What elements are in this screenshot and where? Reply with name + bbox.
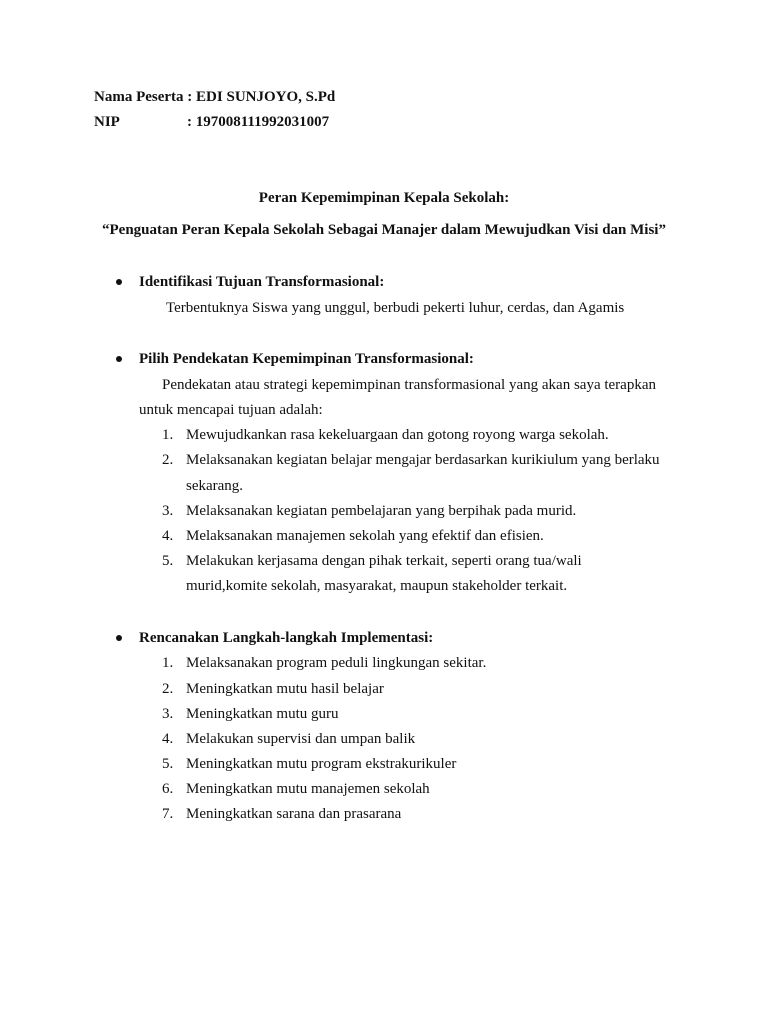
name-value: EDI SUNJOYO, S.Pd [196, 89, 336, 105]
list-item: Melakukan supervisi dan umpan balik [186, 731, 416, 747]
section-approach-intro-2: untuk mencapai tujuan adalah: [139, 402, 323, 418]
name-label: Nama Peserta [94, 89, 184, 105]
list-number: 4. [162, 528, 174, 544]
list-number: 5. [162, 756, 174, 772]
list-item-continuation: murid,komite sekolah, masyarakat, maupun stakeholder terkait. [186, 578, 568, 594]
bullet-icon [116, 356, 122, 362]
section-heading-implementation: Rencanakan Langkah-langkah Implementasi: [139, 630, 434, 646]
list-item: Meningkatkan mutu guru [186, 706, 339, 722]
list-number: 4. [162, 731, 174, 747]
list-number: 1. [162, 427, 174, 443]
list-item: Mewujudkankan rasa kekeluargaan dan gotong royong warga sekolah. [186, 427, 609, 443]
nip-label: NIP [94, 114, 120, 130]
section-goal-text: Terbentuknya Siswa yang unggul, berbudi pekerti luhur, cerdas, dan Agamis [166, 300, 625, 316]
list-item: Melakukan kerjasama dengan pihak terkait, seperti orang tua/wali [186, 553, 582, 569]
bullet-icon [116, 635, 122, 641]
list-item: Melaksanakan program peduli lingkungan sekitar. [186, 655, 487, 671]
list-number: 2. [162, 681, 174, 697]
list-number: 6. [162, 781, 174, 797]
list-item: Melaksanakan kegiatan belajar mengajar berdasarkan kurikiulum yang berlaku [186, 452, 660, 468]
list-item: Meningkatkan mutu hasil belajar [186, 681, 384, 697]
list-item-continuation: sekarang. [186, 478, 244, 494]
section-heading-goal: Identifikasi Tujuan Transformasional: [139, 274, 385, 290]
list-item: Meningkatkan mutu manajemen sekolah [186, 781, 430, 797]
bullet-icon [116, 279, 122, 285]
list-number: 5. [162, 553, 174, 569]
nip-value: : 197008111992031007 [187, 114, 330, 130]
list-item: Melaksanakan manajemen sekolah yang efektif dan efisien. [186, 528, 544, 544]
document-title: Peran Kepemimpinan Kepala Sekolah: [258, 190, 510, 206]
section-approach-intro-1: Pendekatan atau strategi kepemimpinan transformasional yang akan saya terapkan [162, 377, 656, 393]
name-separator: : [187, 89, 197, 105]
list-number: 3. [162, 706, 174, 722]
section-heading-approach: Pilih Pendekatan Kepemimpinan Transformasional: [139, 351, 474, 367]
list-item: Meningkatkan mutu program ekstrakurikuler [186, 756, 457, 772]
list-number: 7. [162, 806, 174, 822]
participant-name-line [94, 87, 335, 107]
list-number: 3. [162, 503, 174, 519]
list-item: Melaksanakan kegiatan pembelajaran yang berpihak pada murid. [186, 503, 577, 519]
document-subtitle: “Penguatan Peran Kepala Sekolah Sebagai Manajer dalam Mewujudkan Visi dan Misi” [102, 222, 666, 238]
list-number: 1. [162, 655, 174, 671]
list-number: 2. [162, 452, 174, 468]
list-item: Meningkatkan sarana dan prasarana [186, 806, 402, 822]
